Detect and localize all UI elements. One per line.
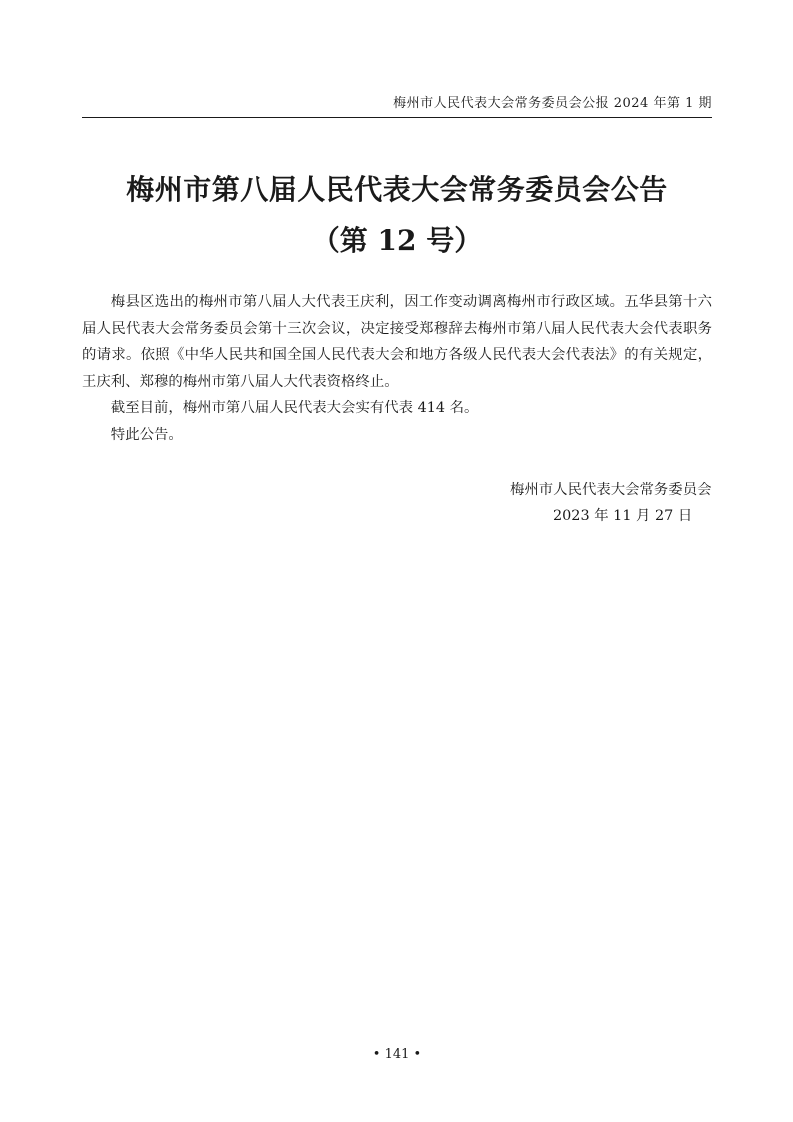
page-number: • 141 •: [372, 1047, 422, 1062]
body-paragraph: 截至目前，梅州市第八届人民代表大会实有代表 414 名。: [110, 400, 479, 416]
announcement-title: 梅州市第八届人民代表大会常务委员会公告: [126, 173, 668, 206]
signature-organization: 梅州市人民代表大会常务委员会: [510, 482, 712, 498]
signature-block: [480, 477, 730, 529]
signature-date: 2023 年 11 月 27 日: [553, 508, 693, 524]
running-header: 梅州市人民代表大会常务委员会公报 2024 年第 1 期: [393, 96, 712, 111]
announcement-body: [82, 289, 712, 448]
announcement-title-block: [82, 170, 712, 261]
announcement-number: （第 12 号）: [311, 224, 483, 257]
header-divider: [82, 117, 712, 118]
body-paragraph: 梅县区选出的梅州市第八届人大代表王庆利，因工作变动调离梅州市行政区域。五华县第十六届人民代表大会常务委员会第十三次会议，决定接受郑穆辞去梅州市第八届人民代表大会代表职务的请求。依照《中华人民共和国全国人民代表大会和地方各级人民代表大会代表法》的有关规定，王庆利、郑穆的梅州市第八届人大代表资格终止。: [82, 294, 712, 390]
body-paragraph: 特此公告。: [110, 426, 183, 443]
